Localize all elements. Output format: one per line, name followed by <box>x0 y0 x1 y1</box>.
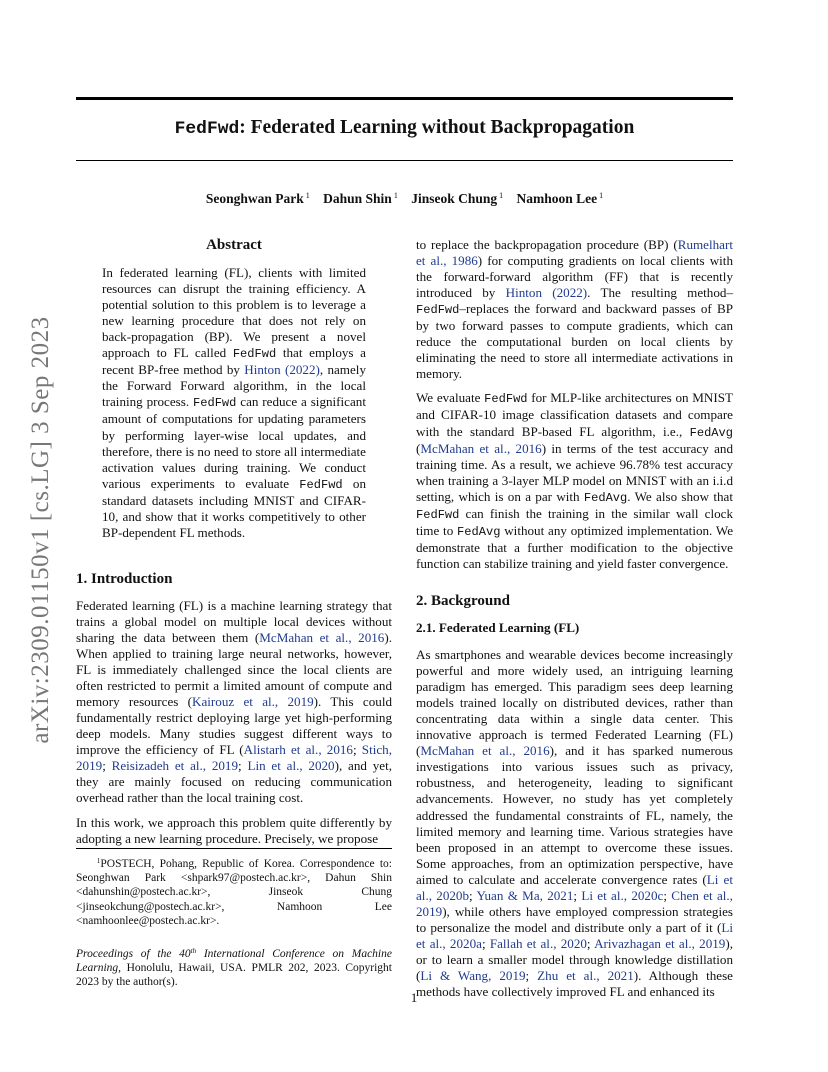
intro-paragraph <box>76 598 392 807</box>
text: We evaluate <box>416 390 485 406</box>
footnote-mark: 1 <box>96 857 101 865</box>
page-number: 1 <box>410 990 418 1005</box>
footnote-area <box>76 848 392 990</box>
citation-link[interactable]: Alistarh et al., 2016 <box>243 742 353 758</box>
text: without any optimized implementation. We demonstrate that a further modification to the objective function can stabilize training and yield faster convergence. <box>416 522 733 571</box>
intro-paragraph <box>416 390 733 572</box>
section-heading-introduction: 1. Introduction <box>76 570 173 587</box>
text: can finish the training in the similar wall clock time to <box>416 505 733 538</box>
section-heading-background: 2. Background <box>416 592 510 609</box>
citation-link[interactable]: Kairouz et al., 2019 <box>192 694 314 710</box>
text: ; <box>481 935 490 951</box>
code-term: FedFwd <box>299 477 343 492</box>
citation-link[interactable]: Rumelhart et al., 1986 <box>416 237 733 269</box>
text: ), and yet, they are mainly focused on reducing communication overhead rather than the local training cost. <box>76 758 392 806</box>
intro-paragraph: In this work, we approach this problem quite differently by adopting a new learning procedure. Precisely, we propose <box>76 814 392 846</box>
author-name: Dahun Shin <box>323 191 392 206</box>
text: ; <box>469 887 477 903</box>
citation-link[interactable]: Zhu et al., 2021 <box>537 967 634 983</box>
citation-link[interactable]: McMahan et al., 2016 <box>420 743 550 759</box>
ordinal-suffix: th <box>190 947 197 956</box>
citation-link[interactable]: Hinton (2022) <box>244 362 320 378</box>
citation-link[interactable]: Arivazhagan et al., 2019 <box>594 935 726 951</box>
title-top-rule <box>76 97 733 100</box>
citation-link[interactable]: Lin et al., 2020 <box>247 758 335 774</box>
text: ), or to learn a smaller model through knowledge distillation ( <box>416 935 733 983</box>
code-term: FedFwd <box>416 507 460 522</box>
text: , namely the Forward Forward algorithm, in the local training process. <box>102 362 366 410</box>
text: ), while others have employed compression strategies to personalize the model and distribute only a part of it ( <box>416 903 733 935</box>
text: ; <box>663 887 672 903</box>
affiliation-mark: 1 <box>393 191 398 200</box>
left-column <box>76 237 392 847</box>
text: . We also show that <box>627 488 733 504</box>
background-paragraph <box>416 647 733 1000</box>
citation-link[interactable]: Li et al., 2020a <box>416 919 733 951</box>
author-list <box>76 191 733 207</box>
text: As smartphones and wearable devices become increasingly powerful and more widely used, an intriguing learning paradigm has emerged. This paradigm sees deep learning models trained locally on distributed devices, rather than concentrating data within a single data center. This innovative approach is termed Federated Learning (FL) ( <box>416 647 733 759</box>
citation-link[interactable]: Hinton (2022) <box>505 285 588 301</box>
citation-link[interactable]: Stich, 2019 <box>76 742 392 774</box>
arxiv-identifier <box>21 295 61 765</box>
citation-link[interactable]: Reisizadeh et al., 2019 <box>111 758 239 774</box>
affiliation-mark: 1 <box>499 191 504 200</box>
citation-link[interactable]: McMahan et al., 2016 <box>420 440 542 456</box>
author-name: Jinseok Chung <box>411 191 498 206</box>
text: that employs a recent BP-free method by <box>102 345 366 378</box>
right-column <box>416 237 733 1000</box>
text: can reduce a significant amount of computations for updating parameters by performing layer-wise local updates, and therefore, there is no need to store all intermediate activation values during training. We conduct various experiments to evaluate <box>102 394 366 491</box>
code-term: FedAvg <box>583 490 628 505</box>
author <box>411 191 503 206</box>
citation-link[interactable]: Li et al., 2020b <box>416 871 734 903</box>
code-term: FedFwd <box>416 303 460 318</box>
affiliation-mark: 1 <box>599 191 604 200</box>
code-term: FedFwd <box>193 396 237 411</box>
affiliation-mark: 1 <box>305 191 310 200</box>
author <box>206 191 310 206</box>
text: ; <box>102 758 112 774</box>
code-term: FedAvg <box>457 524 501 539</box>
text: Proceedings of the 40 <box>76 948 191 961</box>
text: ) in terms of the test accuracy and training time. As a result, we achieve 96.78% test accuracy when training a 3-layer MLP model on MNIST with an i.i.d setting, which is on a par with <box>416 440 733 504</box>
code-term: FedFwd <box>484 392 528 407</box>
footnote-text: POSTECH, Pohang, Republic of Korea. Correspondence to: Seonghwan Park <shpark97@postech.ac.kr>, Dahun Shin <dahunshin@postech.ac.kr>, Jinseok Chung <jinseokchung@postech.ac.kr>, Namhoon Lee <namhoonlee@postech.ac.kr>. <box>76 858 392 927</box>
paper-title <box>76 117 733 139</box>
citation-link[interactable]: Yuan & Ma, 2021 <box>476 887 574 903</box>
author-name: Namhoon Lee <box>516 191 598 206</box>
citation-link[interactable]: Li et al., 2020c <box>581 887 664 903</box>
text: ). When applied to training large neural networks, however, FL is immediately challenged since the local clients are often restricted to permit a limited amount of compute and memory resources ( <box>76 629 392 710</box>
text: ). Although these methods have collectively improved FL and enhanced its <box>416 967 733 1000</box>
text: ). This could fundamentally restrict deploying large yet high-performing deep models. Many studies suggest different ways to improve the efficiency of FL ( <box>76 694 393 758</box>
text: ; <box>573 887 582 903</box>
text: on standard datasets including MNIST and CIFAR-10, and show that it works competitively to other BP-dependent FL methods. <box>102 475 366 540</box>
code-term: FedAvg <box>689 425 733 440</box>
author <box>517 191 604 206</box>
text: ; <box>352 742 362 758</box>
abstract-heading: Abstract <box>206 237 262 253</box>
text: to replace the backpropagation procedure (BP) ( <box>416 237 678 252</box>
text: ) for computing gradients on local clients with the forward-forward algorithm (FF) that is recently introduced by <box>416 253 733 301</box>
text: Federated learning (FL) is a machine learning strategy that trains a global model on multiple local devices without sharing the data between them ( <box>76 597 392 645</box>
text: for MLP-like architectures on MNIST and CIFAR-10 image classification datasets and compare with the standard BP-based FL algorithm, i.e., <box>416 390 733 439</box>
text: ), and it has sparked numerous investigations into various issues such as privacy, robustness, and heterogeneity, leading to significant advancements. However, no study has yet completely addressed the fundamental constraints of FL, namely, the limited memory and learning time. Various strategies have been proposed in an attempt to overcome these issues. Some approaches, from an optimization perspective, have aimed to calculate and accelerate convergence rates ( <box>416 743 733 887</box>
title-rest: : Federated Learning without Backpropagation <box>239 117 635 138</box>
text: . The resulting method– <box>587 285 733 301</box>
intro-paragraph <box>416 237 733 382</box>
abstract-body <box>102 265 366 541</box>
text: ; <box>238 758 248 774</box>
citation-link[interactable]: Chen et al., 2019 <box>416 887 733 919</box>
text: ; <box>586 935 595 951</box>
text: ; <box>525 967 538 983</box>
affiliation-footnote <box>76 854 392 928</box>
author <box>323 191 398 206</box>
arxiv-identifier-text: arXiv:2309.01150v1 [cs.LG] 3 Sep 2023 <box>27 316 54 744</box>
proceedings-note <box>76 944 392 990</box>
text: In federated learning (FL), clients with limited resources can disrupt the training efficiency. A potential solution to this problem is to leverage a new learning procedure that does not rely on back-propagation (BP). We present a novel approach to FL called <box>102 265 366 361</box>
text: , Honolulu, Hawaii, USA. PMLR 202, 2023. Copyright 2023 by the author(s). <box>76 962 392 989</box>
citation-link[interactable]: Li & Wang, 2019 <box>420 967 526 983</box>
title-bottom-rule <box>76 160 733 161</box>
text: International Conference on Machine Learning <box>76 948 392 975</box>
text: –replaces the forward and backward passes of BP by two forward passes to compute gradients, which can reduce the computational burden on local clients by eliminating the need to store all intermediate activations in memory. <box>416 301 733 382</box>
citation-link[interactable]: Fallah et al., 2020 <box>489 935 587 951</box>
code-term: FedFwd <box>232 347 277 362</box>
citation-link[interactable]: McMahan et al., 2016 <box>259 629 385 645</box>
text: ( <box>416 440 421 456</box>
subsection-heading-federated-learning: 2.1. Federated Learning (FL) <box>416 619 580 635</box>
author-name: Seonghwan Park <box>205 191 304 206</box>
title-code: FedFwd <box>174 119 240 139</box>
